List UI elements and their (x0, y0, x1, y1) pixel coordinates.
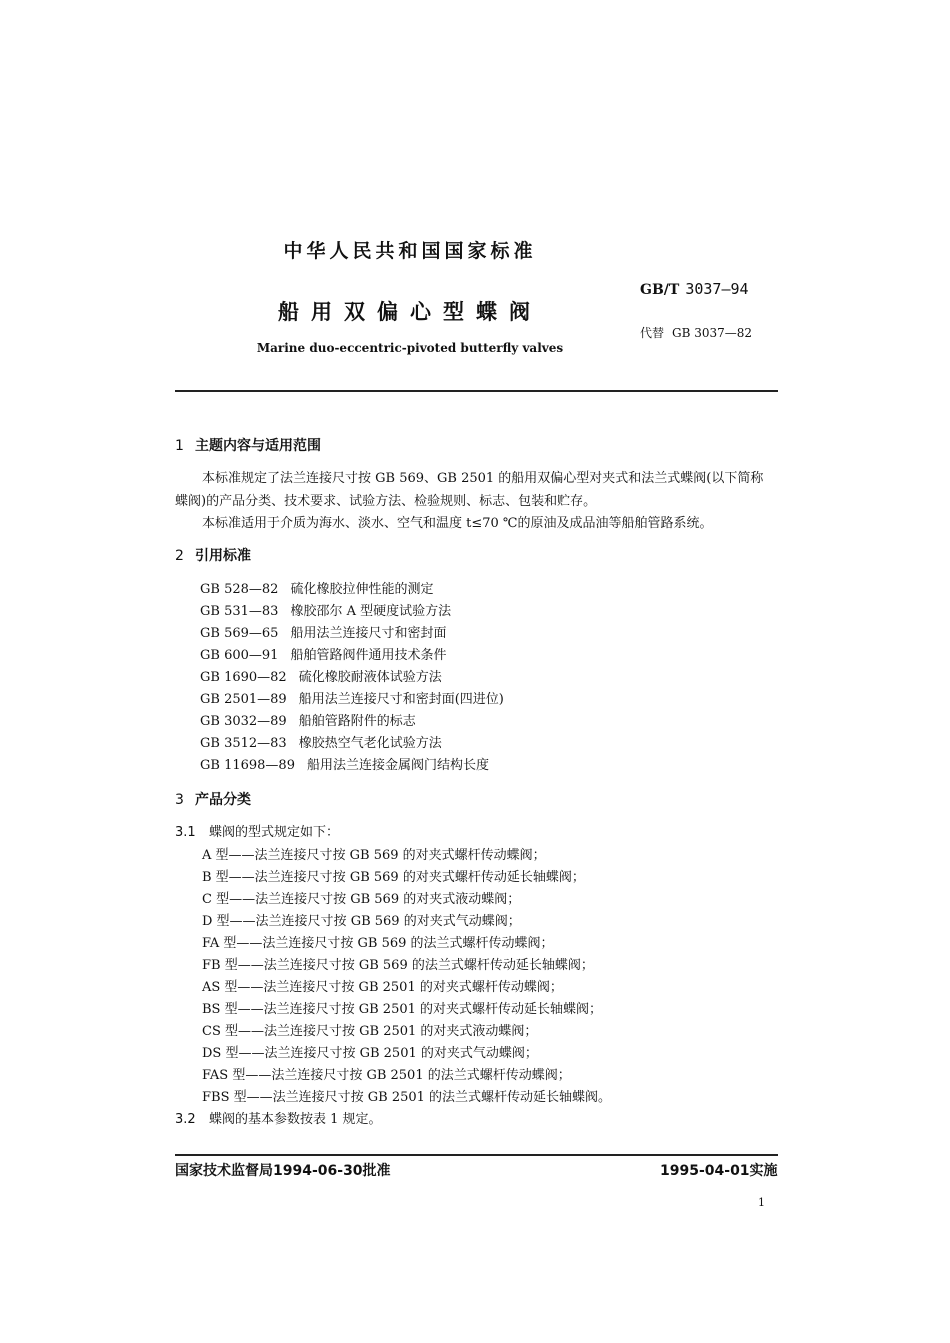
implementation-date: 1995-04-01实施 (660, 1163, 778, 1179)
reference-title: 橡胶热空气老化试验方法 (298, 736, 442, 751)
section-2-number: 2 (175, 548, 184, 564)
national-standard-heading: 中华人民共和国国家标准 (283, 240, 537, 262)
replaces-label: 代替 (640, 326, 665, 340)
valve-type-item: FBS 型——法兰连接尺寸按 GB 2501 的法兰式螺杆传动延长轴蝶阀。 (202, 1090, 612, 1105)
section-2-title: 引用标准 (195, 548, 251, 564)
subsection-3-2 (175, 1108, 382, 1127)
reference-code: GB 2501—89 (200, 692, 287, 707)
valve-type-item: FAS 型——法兰连接尺寸按 GB 2501 的法兰式螺杆传动蝶阀； (202, 1068, 571, 1083)
reference-item (200, 578, 433, 597)
reference-title: 橡胶邵尔 A 型硬度试验方法 (290, 604, 452, 619)
reference-title: 船用法兰连接尺寸和密封面 (290, 626, 447, 641)
reference-code: GB 528—82 (200, 582, 279, 597)
subsection-3-1-text: 蝶阀的型式规定如下： (209, 825, 340, 840)
replaces-note (640, 324, 752, 341)
reference-item (200, 622, 446, 641)
section-1-heading (175, 435, 321, 455)
reference-title: 硫化橡胶耐液体试验方法 (298, 670, 442, 685)
valve-type-item: BS 型——法兰连接尺寸按 GB 2501 的对夹式螺杆传动延长轴蝶阀； (202, 1002, 603, 1017)
valve-type-item: DS 型——法兰连接尺寸按 GB 2501 的对夹式气动蝶阀； (202, 1046, 538, 1061)
approval-note: 国家技术监督局1994-06-30批准 (175, 1163, 391, 1179)
reference-code: GB 569—65 (200, 626, 279, 641)
valve-type-item: D 型——法兰连接尺寸按 GB 569 的对夹式气动蝶阀； (202, 914, 521, 929)
reference-item (200, 666, 442, 685)
replaces-number: GB 3037—82 (672, 326, 753, 340)
subsection-3-1 (175, 821, 339, 840)
reference-title: 硫化橡胶拉伸性能的测定 (290, 582, 434, 597)
reference-title: 船舶管路阀件通用技术条件 (290, 648, 447, 663)
reference-item (200, 732, 442, 751)
subsection-3-2-number: 3.2 (175, 1112, 196, 1127)
valve-type-item: C 型——法兰连接尺寸按 GB 569 的对夹式液动蝶阀； (202, 892, 521, 907)
reference-code: GB 1690—82 (200, 670, 287, 685)
section-1-para-1-line-1: 本标准规定了法兰连接尺寸按 GB 569、GB 2501 的船用双偏心型对夹式和法兰式蝶阀(以下简称 (202, 471, 764, 486)
reference-title: 船用法兰连接尺寸和密封面(四进位) (298, 692, 504, 707)
section-3-heading (175, 789, 251, 809)
section-3-number: 3 (175, 792, 184, 808)
section-1-para-1-line-2: 蝶阀)的产品分类、技术要求、试验方法、检验规则、标志、包装和贮存。 (175, 494, 597, 509)
section-3-title: 产品分类 (195, 792, 251, 808)
reference-code: GB 531—83 (200, 604, 279, 619)
footer-divider (175, 1154, 778, 1156)
valve-type-item: A 型——法兰连接尺寸按 GB 569 的对夹式螺杆传动蝶阀； (202, 848, 546, 863)
page-number: 1 (758, 1196, 765, 1209)
valve-type-item: FA 型——法兰连接尺寸按 GB 569 的法兰式螺杆传动蝶阀； (202, 936, 554, 951)
document-title: 船用双偏心型蝶阀 (278, 300, 542, 324)
section-1-number: 1 (175, 438, 184, 454)
reference-code: GB 600—91 (200, 648, 279, 663)
section-1-para-2: 本标准适用于介质为海水、淡水、空气和温度 t≤70 ℃的原油及成品油等船舶管路系统。 (202, 516, 713, 531)
reference-item (200, 644, 446, 663)
header-divider (175, 390, 778, 392)
valve-type-item: CS 型——法兰连接尺寸按 GB 2501 的对夹式液动蝶阀； (202, 1024, 538, 1039)
subsection-3-1-number: 3.1 (175, 825, 196, 840)
reference-code: GB 11698—89 (200, 758, 295, 773)
reference-title: 船舶管路附件的标志 (298, 714, 416, 729)
standard-number-value: 3037—94 (685, 280, 749, 298)
reference-item (200, 754, 489, 773)
reference-item (200, 710, 416, 729)
section-2-heading (175, 545, 251, 565)
section-1-title: 主题内容与适用范围 (195, 438, 321, 454)
valve-type-item: B 型——法兰连接尺寸按 GB 569 的对夹式螺杆传动延长轴蝶阀； (202, 870, 585, 885)
reference-code: GB 3032—89 (200, 714, 287, 729)
reference-item (200, 600, 451, 619)
reference-code: GB 3512—83 (200, 736, 287, 751)
valve-type-item: AS 型——法兰连接尺寸按 GB 2501 的对夹式螺杆传动蝶阀； (202, 980, 563, 995)
standard-prefix: GB/T (640, 282, 680, 298)
english-title: Marine duo-eccentric-pivoted butterfly valves (256, 341, 564, 355)
valve-type-item: FB 型——法兰连接尺寸按 GB 569 的法兰式螺杆传动延长轴蝶阀； (202, 958, 594, 973)
reference-title: 船用法兰连接金属阀门结构长度 (306, 758, 489, 773)
subsection-3-2-text: 蝶阀的基本参数按表 1 规定。 (209, 1112, 382, 1127)
reference-item (200, 688, 504, 707)
